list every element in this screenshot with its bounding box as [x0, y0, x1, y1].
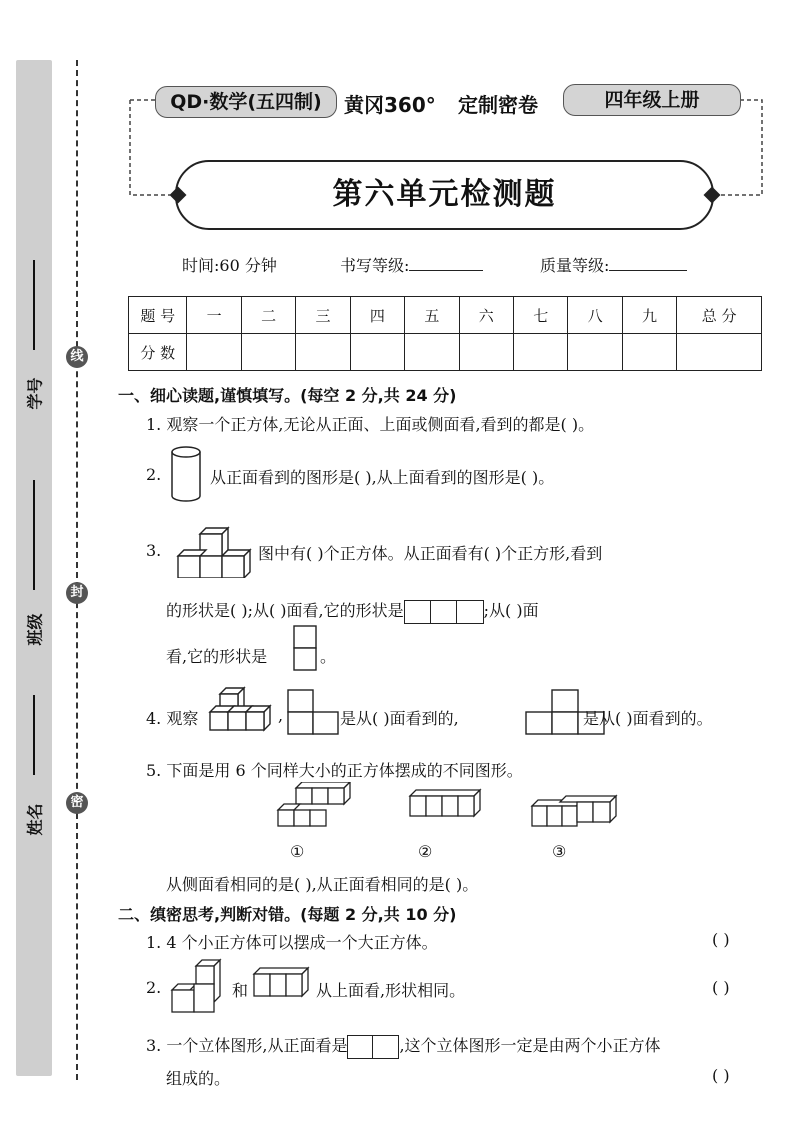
score-header-cell: 七 [513, 297, 567, 334]
figure-label-1: ① [290, 842, 305, 861]
product-label: 定制密卷 [458, 93, 538, 117]
s1-question-5: 5. 下面是用 6 个同样大小的正方体摆成的不同图形。 [146, 761, 523, 780]
s2-question-3-line2: 组成的。 [166, 1069, 231, 1088]
figure-label-2: ② [418, 842, 433, 861]
score-value-row [129, 334, 762, 371]
score-cell[interactable] [513, 334, 567, 371]
score-header-cell: 总 分 [677, 297, 762, 334]
page-title: 第六单元检测题 [175, 160, 714, 230]
score-cell[interactable] [350, 334, 404, 371]
score-header-cell: 九 [622, 297, 676, 334]
s2-question-2-number: 2. [146, 978, 162, 997]
grade-badge: 四年级上册 [563, 84, 741, 116]
s1-question-3-line2a: 的形状是( );从( )面看,它的形状是 [166, 601, 404, 620]
s2-question-1-paren: ( ) [712, 930, 730, 949]
score-cell[interactable] [241, 334, 295, 371]
quality-grade-label: 质量等级: [540, 256, 610, 275]
s1-question-1: 1. 观察一个正方体,无论从正面、上面或侧面看,看到的都是( )。 [146, 415, 595, 434]
l-shape-figure [168, 958, 230, 1016]
three-cube-row-figure [252, 962, 312, 1002]
score-cell[interactable] [677, 334, 762, 371]
s2-question-1: 1. 4 个小正方体可以摆成一个大正方体。 [146, 933, 438, 952]
score-header-cell: 六 [459, 297, 513, 334]
seal-seal-mark: 封 [66, 582, 88, 604]
quality-grade [540, 253, 687, 276]
s2-question-3-line1 [146, 1033, 661, 1059]
s1-question-3-line1: 图中有( )个正方体。从正面看有( )个正方形,看到 [258, 544, 603, 563]
s2-question-2-paren: ( ) [712, 978, 730, 997]
three-square-row-figure [404, 600, 484, 624]
name-line [33, 695, 35, 775]
writing-grade-blank [409, 254, 483, 271]
writing-grade [340, 253, 483, 276]
score-header-cell: 一 [187, 297, 241, 334]
s2-question-3a: 3. 一个立体图形,从正面看是 [146, 1036, 348, 1055]
s1-question-3-end: 。 [320, 647, 337, 666]
s2-question-3-paren: ( ) [712, 1066, 730, 1085]
class-label: 班级 [25, 613, 45, 646]
score-header-cell: 八 [568, 297, 622, 334]
score-header-cell: 题 号 [129, 297, 187, 334]
series-badge: QD·数学(五四制) [155, 86, 337, 118]
score-cell[interactable] [622, 334, 676, 371]
s2-question-2: 从上面看,形状相同。 [316, 981, 466, 1000]
brand-label: 黄冈360° [344, 93, 436, 117]
section2-heading: 二、缜密思考,判断对错。(每题 2 分,共 10 分) [118, 905, 457, 924]
score-header-cell: 二 [241, 297, 295, 334]
score-cell[interactable] [568, 334, 622, 371]
s1-question-3-number: 3. [146, 541, 162, 560]
s1-question-4-part2: 是从( )面看到的, [340, 709, 459, 728]
score-header-row [129, 297, 762, 334]
six-cube-figures [270, 782, 630, 838]
s1-question-2: 从正面看到的图形是( ),从上面看到的图形是( )。 [210, 468, 555, 487]
two-square-row-figure [347, 1035, 399, 1059]
s1-question-3-line3: 看,它的形状是 [166, 647, 268, 666]
s1-question-3-line2 [166, 598, 539, 624]
front-view-figure-a [286, 688, 340, 736]
class-line [33, 480, 35, 590]
time-info: 时间:60 分钟 [182, 256, 277, 275]
writing-grade-label: 书写等级: [340, 256, 410, 275]
quality-grade-blank [609, 254, 687, 271]
two-square-column-figure [292, 624, 320, 672]
s2-question-2-and: 和 [232, 981, 249, 1000]
seal-secret-mark: 密 [66, 792, 88, 814]
s2-question-3b: ,这个立体图形一定是由两个小正方体 [399, 1036, 661, 1055]
figure-label-3: ③ [552, 842, 567, 861]
score-table [128, 296, 762, 371]
score-header-cell: 三 [296, 297, 350, 334]
s1-question-3-line2b: ;从( )面 [483, 601, 539, 620]
s1-question-2-number: 2. [146, 465, 162, 484]
score-cell[interactable] [296, 334, 350, 371]
score-cell[interactable] [405, 334, 459, 371]
s1-question-5-answer: 从侧面看相同的是( ),从正面看相同的是( )。 [166, 875, 479, 894]
score-cell[interactable] [187, 334, 241, 371]
score-row-label: 分 数 [129, 334, 187, 371]
section1-heading: 一、细心读题,谨慎填写。(每空 2 分,共 24 分) [118, 386, 457, 405]
student-id-line [33, 260, 35, 350]
name-label: 姓名 [25, 803, 45, 836]
score-cell[interactable] [459, 334, 513, 371]
score-header-cell: 四 [350, 297, 404, 334]
s1-question-4-comma: , [278, 706, 284, 725]
s1-question-4-part3: 是从( )面看到的。 [583, 709, 713, 728]
cube-stack-figure [170, 520, 256, 578]
seal-line-mark: 线 [66, 346, 88, 368]
student-id-label: 学号 [25, 377, 45, 410]
cube-group-figure [206, 686, 276, 736]
score-header-cell: 五 [405, 297, 459, 334]
s1-question-4-lead: 4. 观察 [146, 709, 199, 728]
cylinder-figure [168, 444, 204, 504]
